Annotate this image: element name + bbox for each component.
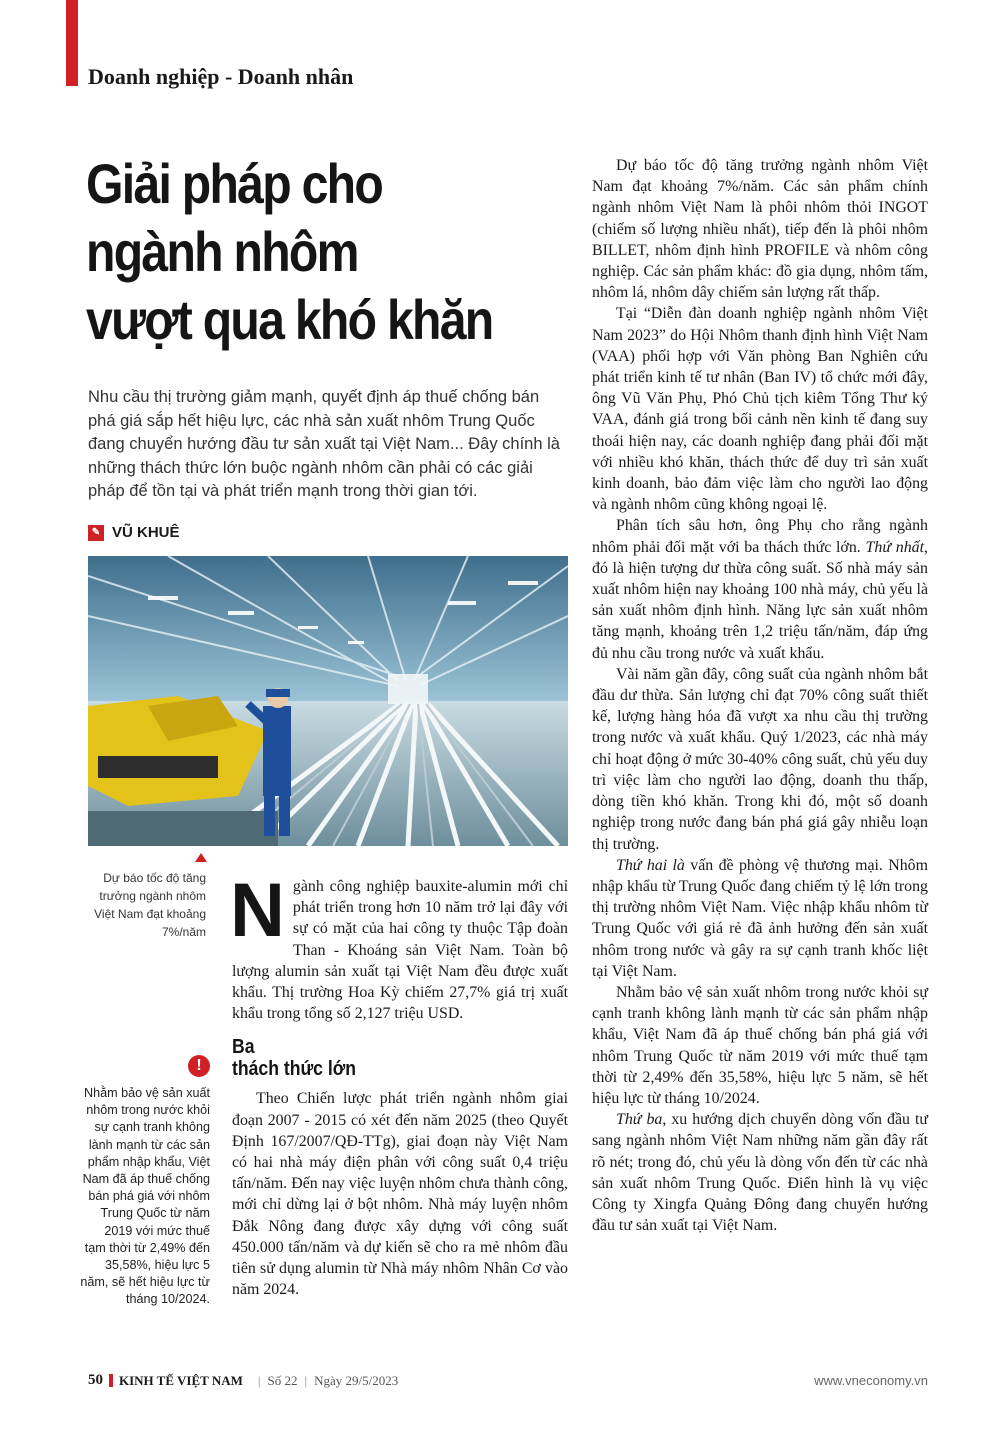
intro-paragraph (230, 868, 568, 1024)
body-text: , đó là hiện tượng dư thừa công suất. Số nhà máy sản xuất nhôm hiện nay khoảng 100 nhà máy, chủ yếu là sản xuất nhôm định hình. Năng lực sản xuất nhôm tăng mạnh, khoảng trên 1,2 triệu tấn/năm, đáp ứng đủ nhu cầu trong nước và xuất khẩu. (592, 538, 928, 662)
lede: Nhu cầu thị trường giảm mạnh, quyết định áp thuế chống bán phá giá sắp hết hiệu lực, các nhà sản xuất nhôm Trung Quốc đang chuyển hướng đầu tư sản xuất tại Việt Nam... Đây chính là những thách thức lớn buộc ngành nhôm cần phải có các giải pháp để tồn tại và phát triển mạnh trong thời gian tới. (88, 388, 560, 500)
headline-line: Giải pháp cho (86, 152, 383, 215)
emphasis: Thứ ba (616, 1111, 663, 1129)
caption-pointer-icon (195, 853, 207, 862)
magazine-name: KINH TẾ VIỆT NAM (119, 1372, 243, 1388)
body-paragraph (592, 855, 928, 982)
section-color-bar (66, 0, 78, 86)
body-column-middle (230, 868, 568, 1300)
body-text: , xu hướng dịch chuyển dòng vốn đầu tư sang ngành nhôm Việt Nam những năm gần đây rất rõ nét; trong đó, chủ yếu là dòng vốn đến từ các nhà sản xuất nhôm Trung Quốc. Điển hình là vụ việc Công ty Xingfa Quảng Đông đang chuyển hướng đầu tư sản xuất tại Việt Nam. (592, 1111, 928, 1235)
body-paragraph: Vài năm gần đây, công suất của ngành nhôm bắt đầu dư thừa. Sản lượng chỉ đạt 70% công suất thiết kế, lượng hàng hóa đã vượt xa nhu cầu thị trường trong nước và xuất khẩu. Quý 1/2023, các nhà máy chỉ hoạt động ở mức 30-40% công suất, chủ yếu duy trì việc làm cho người lao động, doanh thu thấp, dòng tiền khó khăn. Trong khi đó, một số doanh nghiệp trong nước đang bán phá giá gây nhiễu loạn thị trường. (592, 665, 928, 853)
body-paragraph: Nhằm bảo vệ sản xuất nhôm trong nước khỏi sự cạnh tranh không lành mạnh từ các sản phẩm nhập khẩu, Việt Nam đã áp thuế chống bán phá giá với nhôm Trung Quốc từ năm 2019 với mức thuế tạm thời từ 2,49% đến 35,58%, hiệu lực 5 năm, sẽ hết hiệu lực từ tháng 10/2024. (592, 983, 928, 1107)
page-footer (88, 1372, 928, 1389)
intro-text: gành công nghiệp bauxite-alumin mới chỉ phát triển trong hơn 10 năm trở lại đây với sự có mặt của hai công ty thuộc Tập đoàn Than - Khoáng sản Việt Nam. Toàn bộ lượng alumin sản xuất tại Việt Nam đều được xuất khẩu. Thị trường Hoa Kỳ chiếm 27,7% giá trị xuất khẩu trong tổng số 2,127 triệu USD. (232, 878, 568, 1023)
author-name: VŨ KHUÊ (112, 524, 180, 541)
body-column-right (592, 155, 928, 1236)
website-url: www.vneconomy.vn (814, 1373, 928, 1388)
body-paragraph (592, 1109, 928, 1236)
subheading (232, 1036, 528, 1080)
headline (86, 150, 493, 354)
byline (88, 524, 180, 541)
section-label: Doanh nghiệp - Doanh nhân (88, 64, 354, 89)
exclamation-icon: ! (188, 1055, 210, 1077)
headline-line: vượt qua khó khăn (86, 288, 493, 351)
headline-line: ngành nhôm (86, 220, 358, 283)
page-number: 50 (88, 1372, 103, 1388)
body-text: Phân tích sâu hơn, ông Phụ cho rằng ngành nhôm phải đối mặt với ba thách thức lớn. (592, 517, 928, 556)
emphasis: Thứ hai là (616, 856, 685, 874)
pen-icon: ✎ (88, 525, 104, 541)
photo-caption: Dự báo tốc độ tăng trưởng ngành nhôm Việt Nam đạt khoảng 7%/năm (94, 871, 206, 939)
body-text: vấn đề phòng vệ thương mại. Nhôm nhập khẩu từ Trung Quốc đang chiếm tỷ lệ lớn trong thị trường nhôm Việt Nam. Việc nhập khẩu nhôm từ Trung Quốc với giá rẻ đã ảnh hưởng đến sản xuất nhôm trong nước và gây ra sự cạnh tranh khốc liệt tại Việt Nam. (592, 856, 928, 980)
body-paragraph: Dự báo tốc độ tăng trưởng ngành nhôm Việt Nam đạt khoảng 7%/năm. Các sản phẩm chính ngành nhôm Việt Nam là phôi nhôm thỏi INGOT (chiếm số lượng nhiều nhất), tiếp đến là phôi nhôm BILLET, nhôm định hình PROFILE và nhôm công nghiệp. Các sản phẩm khác: đồ gia dụng, nhôm tấm, nhôm lá, nhôm dây chiếm sản lượng rất thấp. (592, 157, 928, 302)
divider: | (304, 1372, 308, 1388)
body-paragraph: Tại “Diễn đàn doanh nghiệp ngành nhôm Việt Nam 2023” do Hội Nhôm thanh định hình Việt Nam (VAA) phối hợp với Văn phòng Ban Nghiên cứu phát triển kinh tế tư nhân (Ban IV) tổ chức mới đây, ông Vũ Văn Phụ, Phó Chủ tịch kiêm Tổng Thư ký VAA, đánh giá trong bối cảnh nền kinh tế đang suy thoái hiện nay, các doanh nghiệp đang phải đối mặt với nhiều khó khăn, thách thức để duy trì sản xuất kinh doanh, bảo đảm việc làm cho người lao động và ngành nhôm cũng không ngoại lệ. (592, 305, 928, 514)
body-paragraph: Theo Chiến lược phát triển ngành nhôm giai đoạn 2007 - 2015 có xét đến năm 2025 (theo Quyết Định 167/2007/QĐ-TTg), giai đoạn này Việt Nam có hai nhà máy điện phân với công suất 0,4 triệu tấn/năm. Đến nay việc luyện nhôm chưa thành công, mới chỉ dừng lại ở bột nhôm. Nhà máy luyện nhôm Đắk Nông đang được xây dựng với công suất 450.000 tấn/năm và dự kiến sẽ cho ra mẻ nhôm đầu tiên sử dụng alumin từ Nhà máy nhôm Nhân Cơ vào năm 2024. (232, 1090, 568, 1299)
subheading-line: Ba (232, 1036, 255, 1059)
body-paragraph (592, 515, 928, 663)
issue-number: Số 22 (267, 1372, 298, 1388)
divider: | (257, 1372, 261, 1388)
footer-accent-mark (109, 1374, 113, 1387)
subheading-line: thách thức lớn (232, 1058, 357, 1081)
factory-photo (88, 556, 568, 846)
drop-cap: N (230, 868, 285, 953)
sidebar-note: Nhằm bảo vệ sản xuất nhôm trong nước khỏi sự cạnh tranh không lành mạnh từ các sản phẩm nhập khẩu, Việt Nam đã áp thuế chống bán phá giá với nhôm Trung Quốc từ năm 2019 với mức thuế tạm thời từ 2,49% đến 35,58%, hiệu lực 5 năm, sẽ hết hiệu lực từ tháng 10/2024. (80, 1086, 210, 1307)
issue-date: Ngày 29/5/2023 (314, 1372, 399, 1388)
emphasis: Thứ nhất (865, 538, 925, 556)
